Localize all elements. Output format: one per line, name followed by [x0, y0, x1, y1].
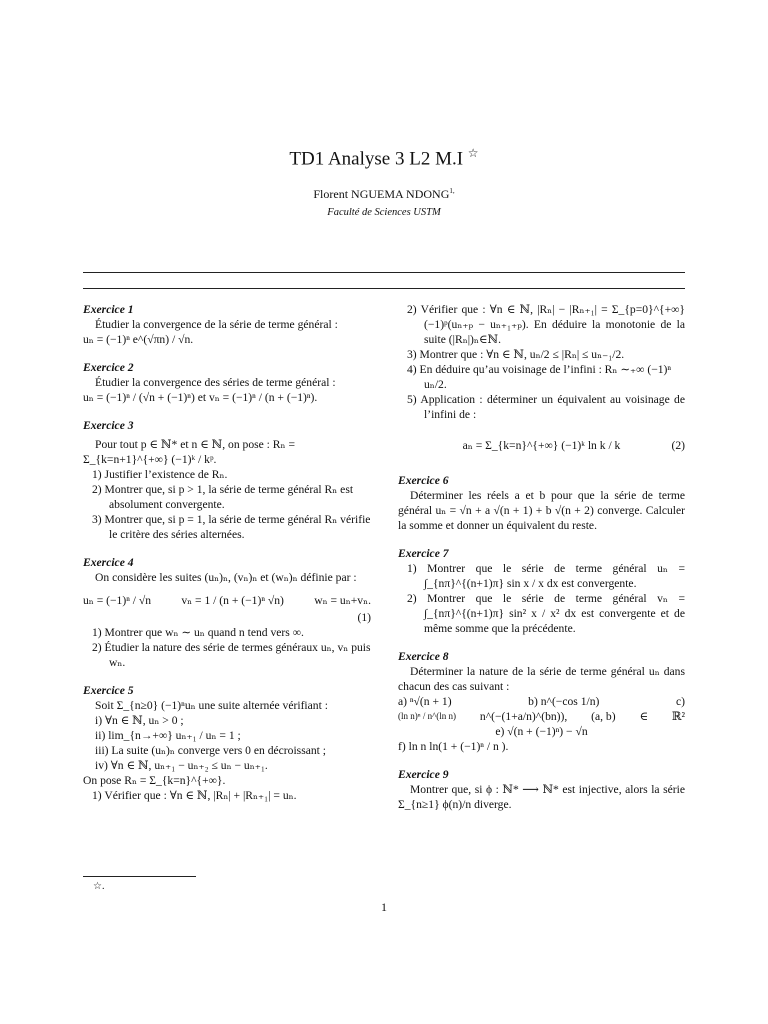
exercise-text: Étudier la convergence des séries de terme général : [95, 376, 336, 389]
equation-row [83, 593, 371, 608]
exercise-heading: Exercice 3 [83, 419, 134, 432]
exercise-heading: Exercice 9 [398, 768, 449, 781]
exercise-text: On considère les suites (uₙ)ₙ, (vₙ)ₙ et (wₙ)ₙ définie par : [95, 571, 357, 584]
case-in: ∈ [639, 710, 649, 723]
exercise-3 [83, 418, 371, 542]
exercise-question: 4) En déduire qu’au voisinage de l’infini : Rₙ ∼₊∞ (−1)ⁿ uₙ/2. [407, 363, 672, 391]
exercise-2 [83, 360, 371, 405]
exercise-heading: Exercice 4 [83, 556, 134, 569]
exercise-8 [398, 649, 685, 754]
exercise-text: Montrer que, si ϕ : ℕ* ⟶ ℕ* est injective, alors la série Σ_{n≥1} ϕ(n)/n diverge. [398, 783, 685, 811]
author [0, 187, 768, 202]
display-equation [398, 438, 685, 453]
exercise-question: 2) Étudier la nature des série de termes généraux uₙ, vₙ puis wₙ. [92, 641, 371, 669]
affiliation: Faculté de Sciences USTM [327, 207, 441, 218]
exercise-4 [83, 555, 371, 670]
exercise-question: 2) Montrer que le série de terme général vₙ = ∫_{nπ}^{(n+1)π} sin² x / x² dx est convergente et de même somme que la précédente. [407, 592, 685, 635]
exercise-5 [83, 683, 371, 803]
exercise-question: 1) Montrer que wₙ ∼ uₙ quand n tend vers ∞. [92, 626, 304, 639]
exercise-question: 2) Montrer que, si p > 1, la série de terme général Rₙ est absolument convergente. [92, 483, 354, 511]
equation-a: aₙ = Σ_{k=n}^{+∞} (−1)ᵏ ln k / k [462, 439, 621, 452]
exercise-text: Soit Σ_{n≥0} (−1)ⁿuₙ une suite alternée vérifiant : [95, 699, 328, 712]
exercise-question: 3) Montrer que : ∀n ∈ ℕ, uₙ/2 ≤ |Rₙ| ≤ uₙ₋₁/2. [407, 348, 625, 361]
exercise-question: 3) Montrer que, si p = 1, la série de terme général Rₙ vérifie le critère des séries alternées. [92, 513, 371, 541]
exercise-question: 1) Justifier l’existence de Rₙ. [92, 468, 228, 481]
right-column [398, 302, 685, 825]
cases-row-2 [398, 709, 685, 724]
case-c: c) [675, 695, 685, 708]
exercise-heading: Exercice 2 [83, 361, 134, 374]
exercise-text: Déterminer la nature de la série de terme général uₙ dans chacun des cas suivant : [398, 665, 685, 693]
footnote: ☆. [93, 881, 105, 892]
exercise-formula: uₙ = (−1)ⁿ e^(√πn) / √n. [83, 333, 194, 346]
left-column [83, 302, 371, 816]
exercise-1 [83, 302, 371, 347]
exercise-condition: i) ∀n ∈ ℕ, uₙ > 0 ; [95, 714, 184, 727]
exercise-heading: Exercice 5 [83, 684, 134, 697]
equation-number: (2) [671, 439, 685, 452]
exercise-question: 2) Vérifier que : ∀n ∈ ℕ, |Rₙ| − |Rₙ₊₁| = Σ_{p=0}^{+∞} (−1)ᵖ(uₙ₊ₚ − uₙ₊₁₊ₚ). En déduire la monotonie de la suite (|Rₙ|)ₙ∈ℕ. [407, 303, 685, 346]
case-set: ℝ² [671, 710, 685, 723]
case-d-formula: n^(−(1+a/n)^(bn)), [479, 710, 568, 723]
exercise-heading: Exercice 8 [398, 650, 449, 663]
page-number: 1 [381, 900, 387, 914]
exercise-text: Déterminer les réels a et b pour que la série de terme général uₙ = √n + a √(n + 1) + b √(n + 2) converge. Calculer la somme et donner un équivalent du reste. [398, 489, 685, 532]
equation-number: (1) [357, 611, 371, 624]
equation-u: uₙ = (−1)ⁿ / √n [83, 594, 152, 607]
exercise-heading: Exercice 1 [83, 303, 134, 316]
exercise-9 [398, 767, 685, 812]
author-name: Florent NGUEMA NDONG [313, 187, 450, 201]
case-a: a) ⁿ√(n + 1) [398, 695, 452, 708]
case-params: (a, b) [591, 710, 616, 723]
header-rule-bottom [83, 288, 685, 289]
footnote-rule [83, 876, 196, 877]
exercise-question: 1) Montrer que le série de terme général uₙ = ∫_{nπ}^{(n+1)π} sin x / x dx est convergente. [407, 562, 685, 590]
exercise-condition: iii) La suite (uₙ)ₙ converge vers 0 en décroissant ; [95, 744, 326, 757]
exercise-5-continued [398, 302, 685, 453]
exercise-condition: iv) ∀n ∈ ℕ, uₙ₊₁ − uₙ₊₂ ≤ uₙ − uₙ₊₁. [95, 759, 268, 772]
exercise-text: Étudier la convergence de la série de terme général : [95, 318, 338, 331]
equation-v: vₙ = 1 / (n + (−1)ⁿ √n) [181, 594, 284, 607]
exercise-formula: uₙ = (−1)ⁿ / (√n + (−1)ⁿ) et vₙ = (−1)ⁿ / (n + (−1)ⁿ). [83, 391, 318, 404]
exercise-heading: Exercice 7 [398, 547, 449, 560]
exercise-6 [398, 473, 685, 533]
case-b: b) n^(−cos 1/n) [528, 695, 600, 708]
cases-row-1 [398, 694, 685, 709]
equation-w: wₙ = uₙ+vₙ. [314, 594, 371, 607]
exercise-condition: ii) lim_{n→+∞} uₙ₊₁ / uₙ = 1 ; [95, 729, 241, 742]
header-rule-top [83, 272, 685, 273]
exercise-question: 1) Vérifier que : ∀n ∈ ℕ, |Rₙ| + |Rₙ₊₁| = uₙ. [92, 789, 297, 802]
exercise-question: 5) Application : déterminer un équivalent au voisinage de l’infini de : [407, 393, 685, 421]
exercise-text: Pour tout p ∈ ℕ* et n ∈ ℕ, on pose : Rₙ = Σ_{k=n+1}^{+∞} (−1)ᵏ / kᵖ. [83, 438, 295, 466]
title-star-mark: ☆ [467, 146, 479, 160]
case-f: f) ln n ln(1 + (−1)ⁿ / n ). [398, 740, 509, 753]
exercise-text: On pose Rₙ = Σ_{k=n}^{+∞}. [83, 774, 226, 787]
exercise-7 [398, 546, 685, 636]
title-text: TD1 Analyse 3 L2 M.I [289, 148, 464, 170]
case-e: e) √(n + (−1)ⁿ) − √n [495, 725, 588, 738]
exercise-heading: Exercice 6 [398, 474, 449, 487]
page-title [0, 146, 768, 170]
case-c-formula: (ln n)ⁿ / n^(ln n) [398, 711, 457, 721]
author-mark: 1, [449, 187, 455, 195]
